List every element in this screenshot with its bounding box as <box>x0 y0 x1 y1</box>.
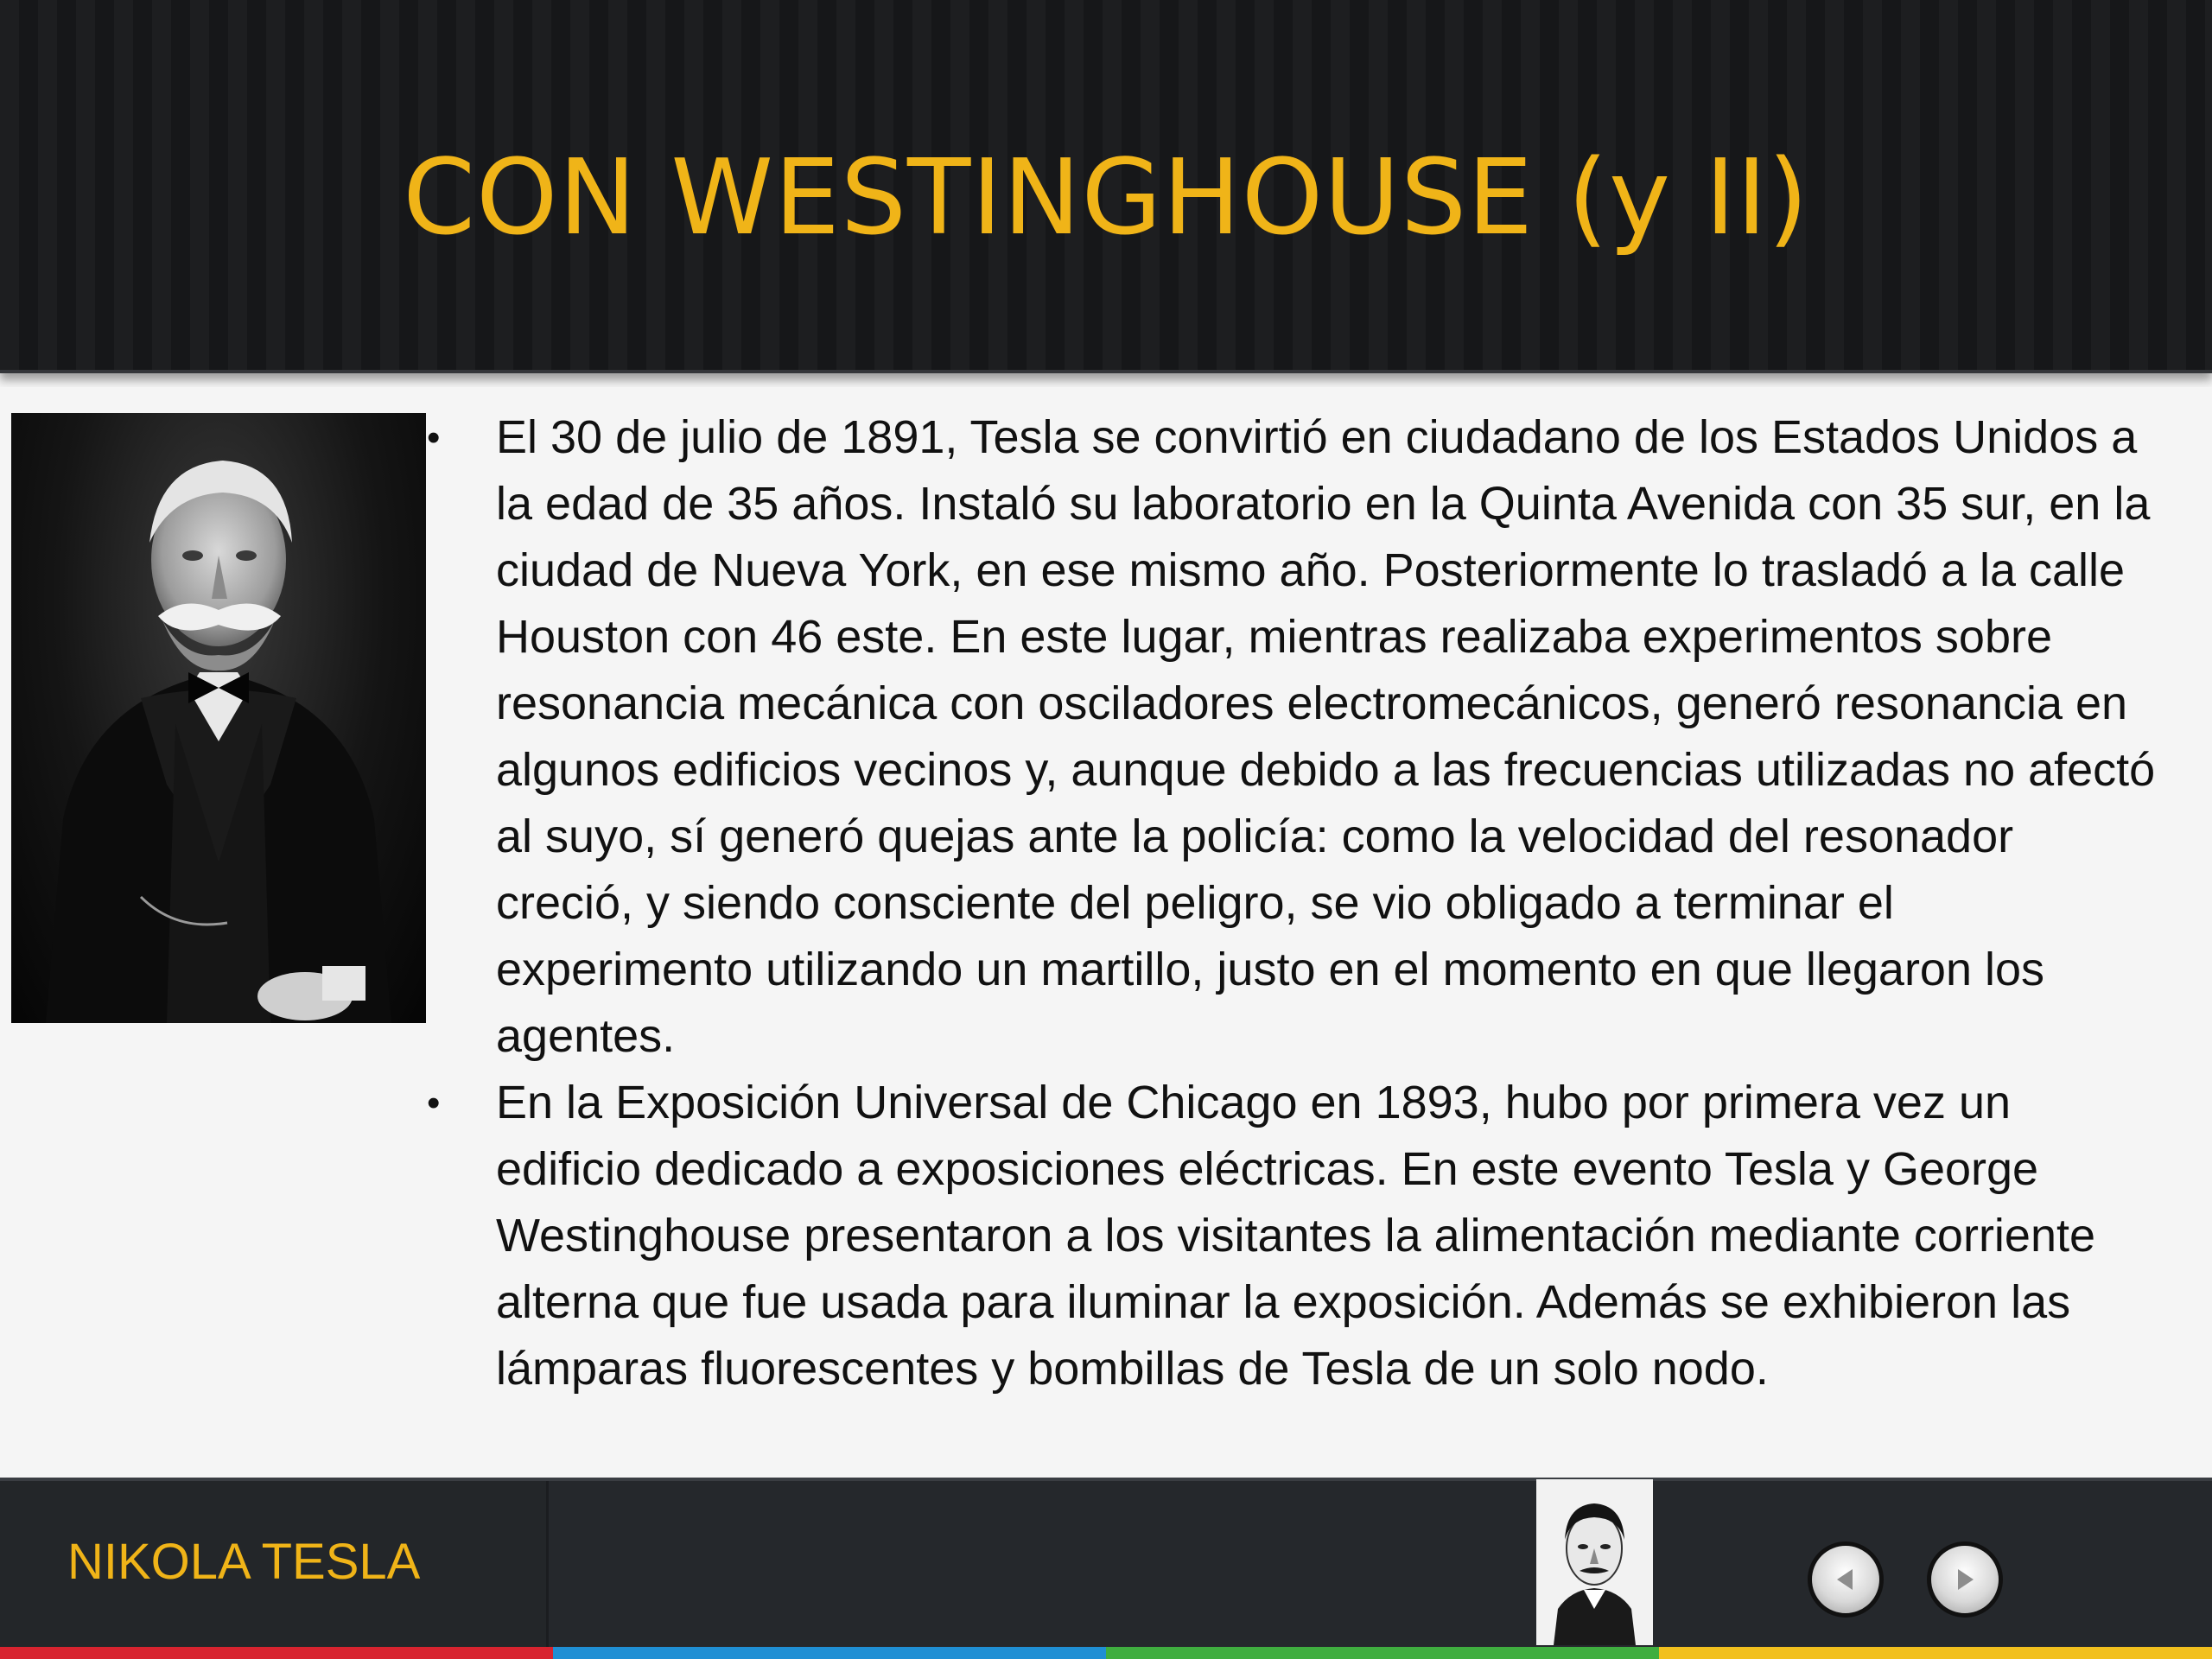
slide-bullet-list <box>423 404 2160 1402</box>
color-stripe-bar <box>0 1647 2212 1659</box>
footer-title-panel <box>0 1481 549 1650</box>
footer-title: NIKOLA TESLA <box>67 1534 421 1590</box>
stripe-yellow <box>1659 1647 2212 1659</box>
triangle-left-icon <box>1828 1562 1863 1597</box>
portrait-illustration <box>11 413 426 1023</box>
stripe-red <box>0 1647 553 1659</box>
bullet-item: • En la Exposición Universal de Chicago en 1893, hubo por primera vez un edificio dedicado a exposiciones eléctricas. En este evento Tesla y George Westinghouse presentaron a los visitantes la alimentación mediante corriente alterna que fue usada para iluminar la exposición. Además se exhibieron las lámparas fluorescentes y bombillas de Tesla de un solo nodo. <box>423 1070 2160 1402</box>
stripe-blue <box>553 1647 1106 1659</box>
tesla-sketch <box>1536 1479 1653 1645</box>
bullet-item: • El 30 de julio de 1891, Tesla se convirtió en ciudadano de los Estados Unidos a la edad de 35 años. Instaló su laboratorio en la Quinta Avenida con 35 sur, en la ciudad de Nueva York, en ese mismo año. Posteriormente lo trasladó a la calle Houston con 46 este. En este lugar, mientras realizaba experimentos sobre resonancia mecánica con osciladores electromecánicos, generó resonancia en algunos edificios vecinos y, aunque debido a las frecuencias utilizadas no afectó al suyo, sí generó quejas ante la policía: como la velocidad del resonador creció, y siendo consciente del peligro, se vio obligado a terminar el experimento utilizando un martillo, justo en el momento en que llegaron los agentes. <box>423 404 2160 1070</box>
slide-title: CON WESTINGHOUSE (y II) <box>403 138 1809 258</box>
next-slide-button[interactable] <box>1927 1541 2003 1618</box>
stripe-green <box>1106 1647 1659 1659</box>
slide-header <box>0 0 2212 373</box>
previous-slide-button[interactable] <box>1808 1541 1884 1618</box>
westinghouse-portrait-image <box>11 413 426 1023</box>
triangle-right-icon <box>1948 1562 1982 1597</box>
tesla-thumbnail-image <box>1536 1479 1653 1645</box>
